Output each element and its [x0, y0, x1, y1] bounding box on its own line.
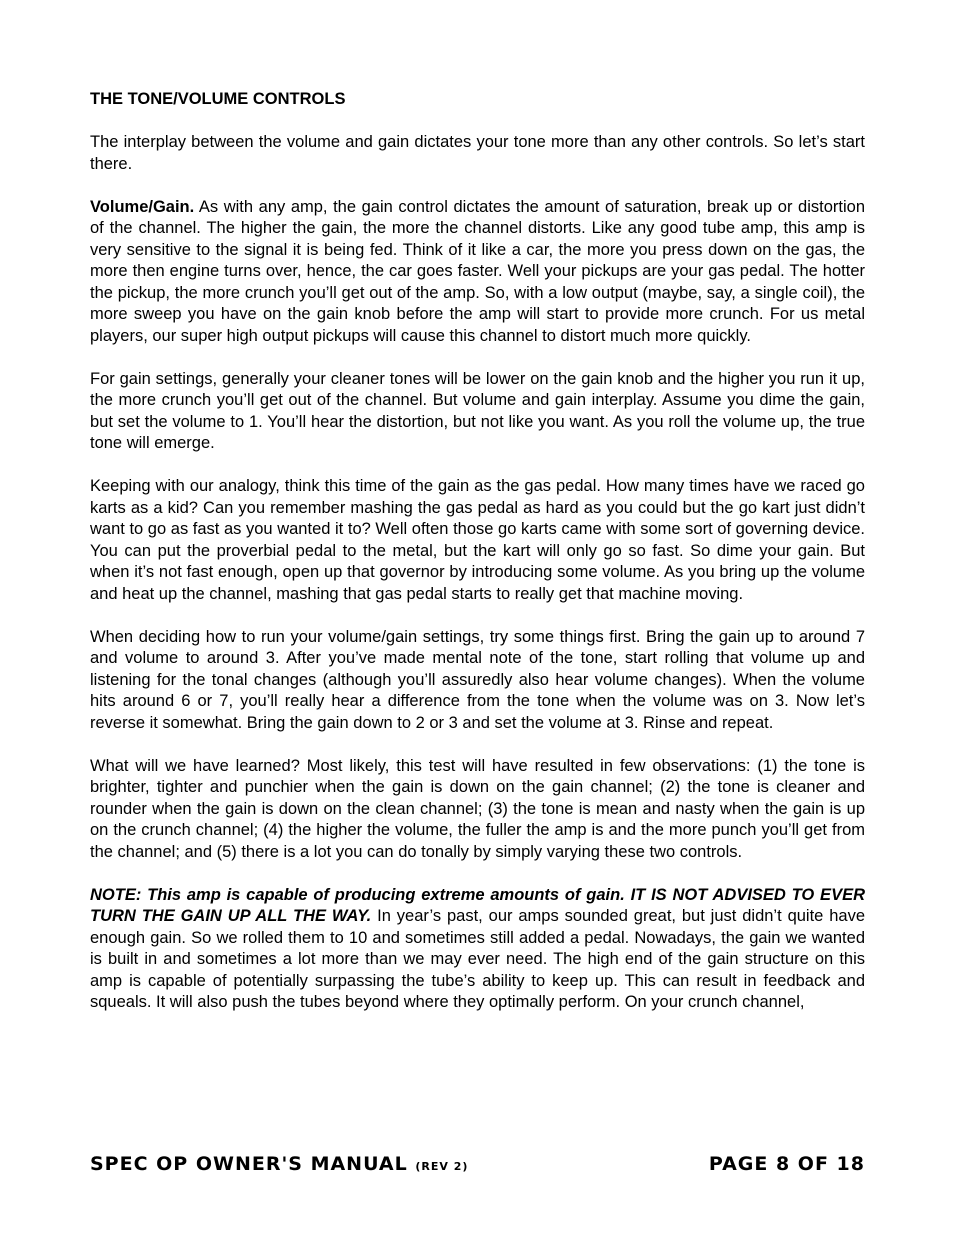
gain-settings-paragraph: For gain settings, generally your cleaner tones will be lower on the gain knob and the higher you run it up, the more crunch you’ll get out of the channel. But volume and gain interplay. Assume you dime the gain, but set the volume to 1. You’ll hear the distortion, but not like you want. As you roll the volume up, the true tone will emerge. [90, 369, 865, 452]
volume-gain-lead: Volume/Gain. [90, 197, 195, 216]
footer-title-text: SPEC OP OWNER'S MANUAL [90, 1153, 416, 1175]
learned-paragraph: What will we have learned? Most likely, this test will have resulted in few observations: (1) the tone is brighter, tighter and punchier when the gain is down on the gain channel; (2) the tone is cleaner and rounder when the gain is down on the clean channel; (3) the tone is mean and nasty when the gain is up on the crunch channel; (4) the higher the volume, the fuller the amp is and the more punch you’ll get from the channel; and (5) there is a lot you can do tonally by simply varying these two controls. [90, 756, 865, 861]
intro-paragraph: The interplay between the volume and gain dictates your tone more than any other controls. So let’s start there. [90, 133, 865, 173]
page-footer [90, 1153, 865, 1179]
note-paragraph [90, 885, 865, 1014]
footer-revision: (REV 2) [415, 1160, 469, 1173]
volume-gain-paragraph [90, 197, 865, 348]
volume-gain-text: As with any amp, the gain control dictates the amount of saturation, break up or distortion of the channel. The higher the gain, the more the channel distorts. Like any good tube amp, this amp is very sensitive to the signal it is being fed. Think of it like a car, the more you press down on the gas, the more then engine turns over, hence, the car goes faster. Well your pickups are your gas pedal. The hotter the pickup, the more crunch you’ll get out of the amp. So, with a low output (maybe, say, a single coil), the more sweep you have on the gain knob before the amp will start to provide more crunch. For us metal players, our super high output pickups will cause this channel to distort much more quickly. [90, 197, 865, 345]
note-warning: NOTE: This amp is capable of producing extreme amounts of gain. IT IS NOT ADVISED TO EVER TURN THE GAIN UP ALL THE WAY. [90, 885, 865, 925]
analogy-paragraph: Keeping with our analogy, think this time of the gain as the gas pedal. How many times have we raced go karts as a kid? Can you remember mashing the gas pedal as hard as you could but the go kart just didn’t want to go as fast as you wanted it to? Well often those go karts came with some sort of governing device. You can put the proverbial pedal to the metal, but the kart will only go so fast. So dime your gain. But when it’s not fast enough, open up that governor by introducing some volume. As you bring up the volume and heat up the channel, mashing that gas pedal starts to really get that machine moving. [90, 477, 865, 603]
deciding-paragraph: When deciding how to run your volume/gain settings, try some things first. Bring the gain up to around 7 and volume to around 3. After you’ve made mental note of the tone, start rolling that volume up and listening for the tonal changes (although you’ll assuredly also hear volume changes). When the volume hits around 6 or 7, you’ll really hear a difference from the tone when the volume was on 3. Now let’s reverse it somewhat. Bring the gain down to 2 or 3 and set the volume at 3. Rinse and repeat. [90, 627, 865, 732]
manual-page [90, 89, 865, 1035]
note-text: In year’s past, our amps sounded great, but just didn’t quite have enough gain. So we rolled them to 10 and sometimes still added a pedal. Nowadays, the gain we wanted is built in and sometimes a lot more than we may ever need. The high end of the gain structure on this amp is capable of potentially surpassing the tube’s ability to keep up. This can result in feedback and squeals. It will also push the tubes beyond where they optimally perform. On your crunch channel, [90, 907, 866, 1011]
section-heading: THE TONE/VOLUME CONTROLS [90, 90, 346, 108]
footer-page-number: PAGE 8 OF 18 [708, 1153, 865, 1175]
footer-manual-title [90, 1153, 468, 1175]
